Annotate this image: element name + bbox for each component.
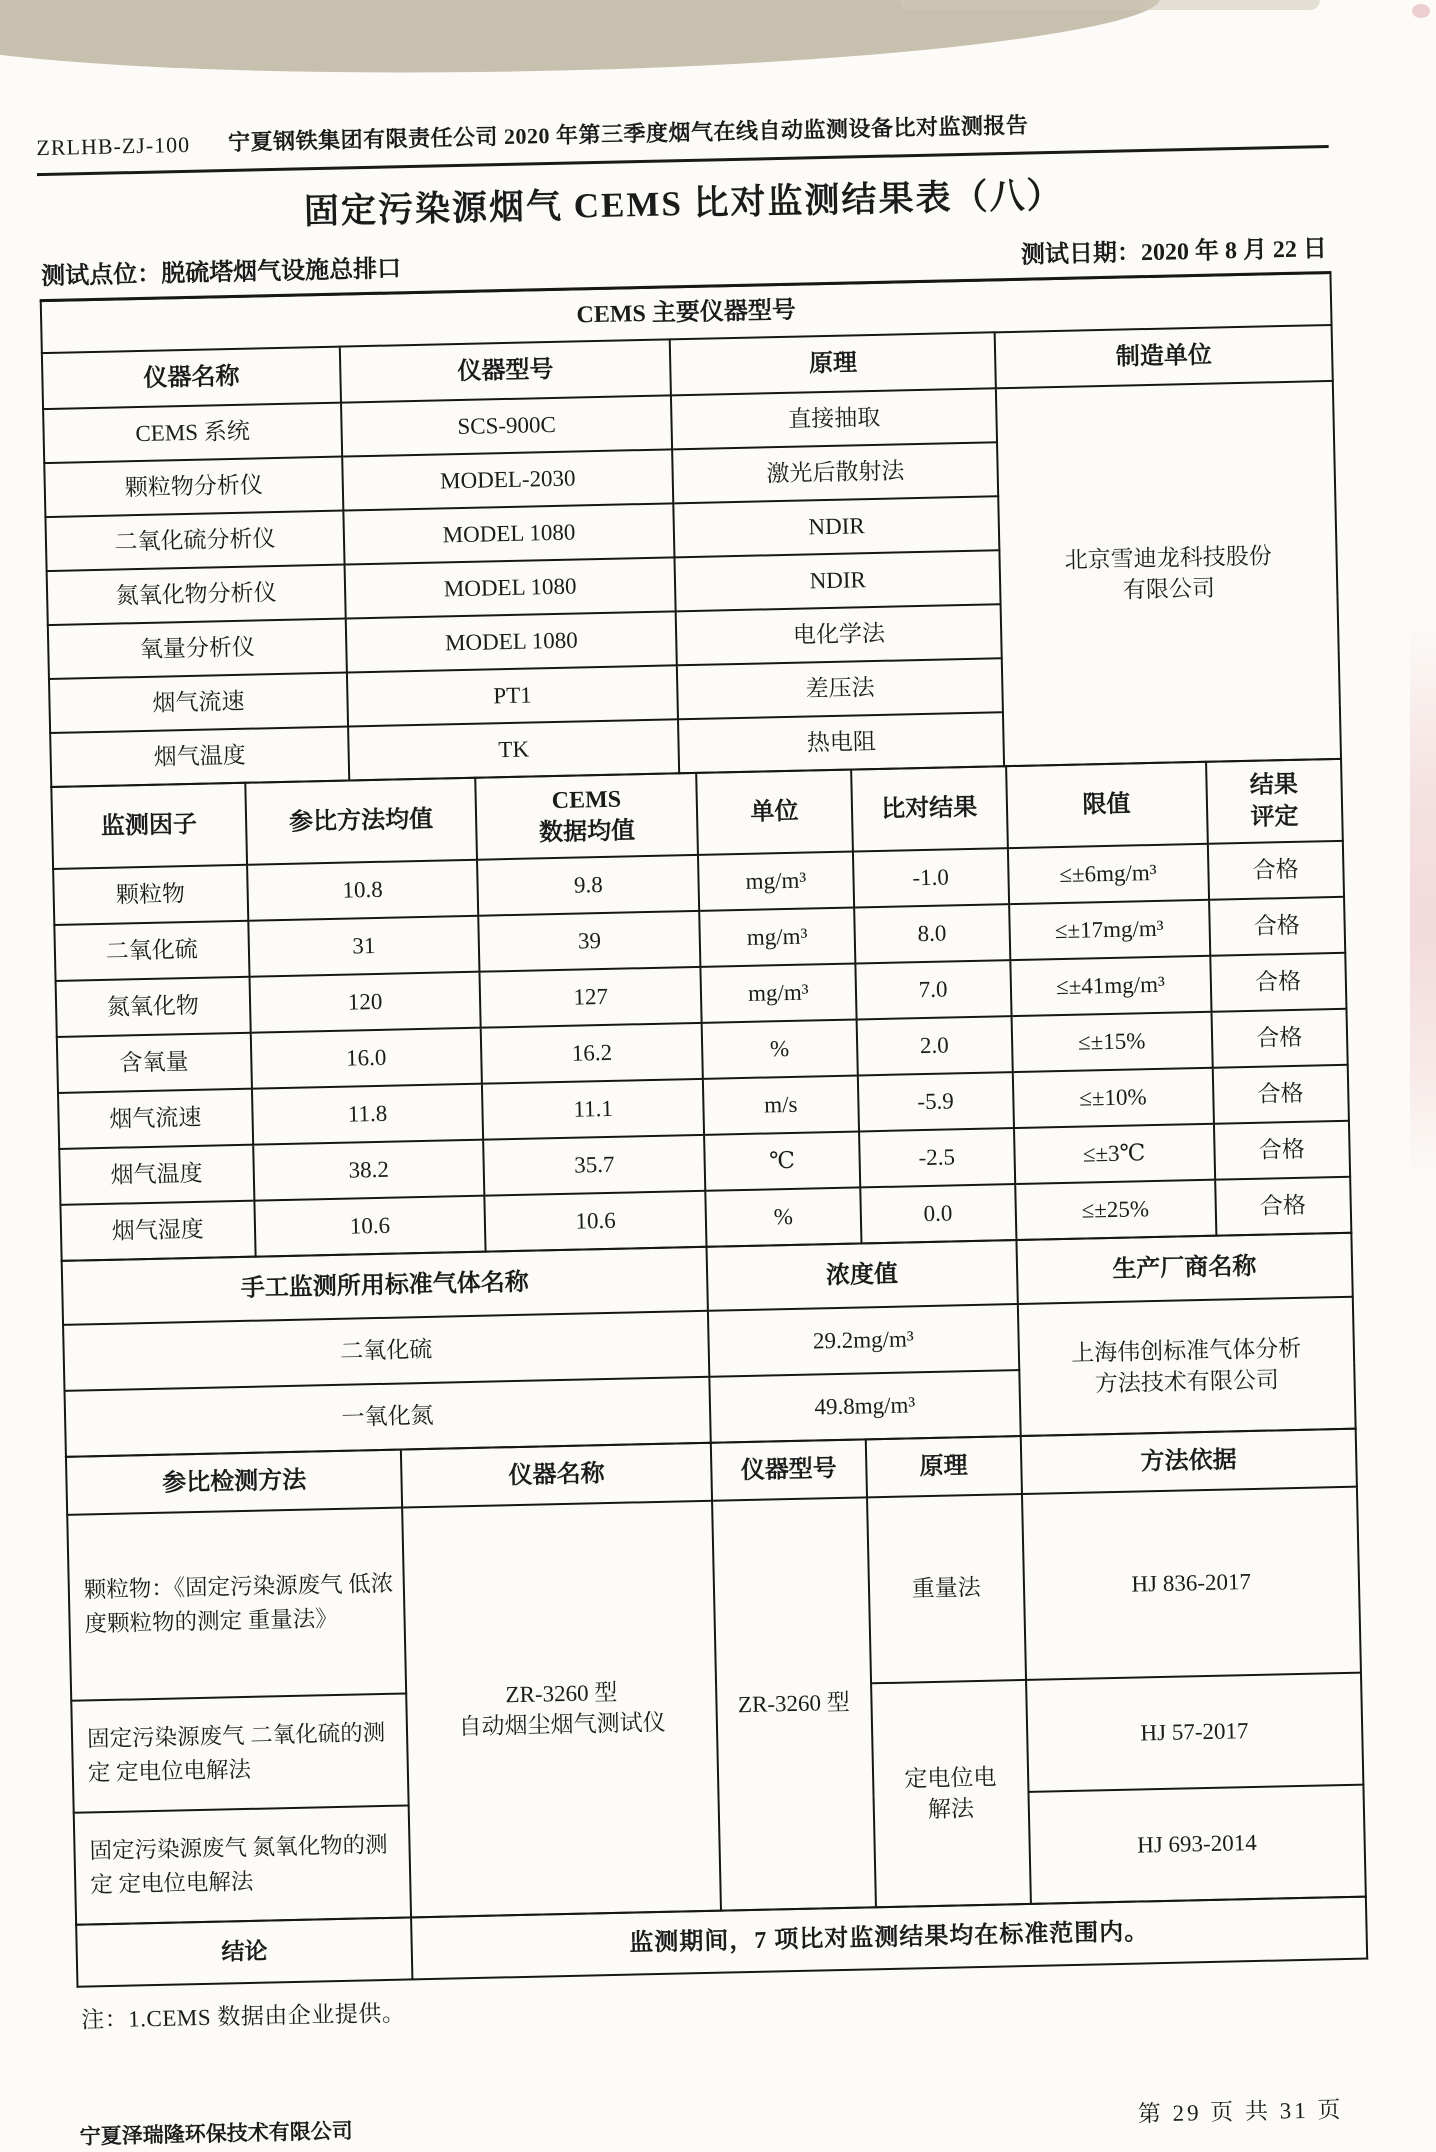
gas-name: 一氧化氮	[65, 1377, 711, 1457]
verdict: 合格	[1215, 1177, 1352, 1236]
table-row	[67, 1487, 1361, 1701]
limit: ≤±15%	[1011, 1012, 1212, 1072]
factor: 含氧量	[57, 1033, 252, 1093]
gas-manufacturer: 上海伟创标准气体分析 方法技术有限公司	[1017, 1297, 1355, 1436]
footer-page-number: 第 29 页 共 31 页	[1137, 2097, 1344, 2127]
compare-result: 2.0	[856, 1016, 1012, 1075]
comparison-table	[50, 758, 1352, 1262]
page-header	[36, 102, 1329, 176]
instrument-name: 颗粒物分析仪	[44, 457, 343, 517]
cems-mean: 9.8	[477, 855, 699, 916]
red-stamp-dot	[1412, 4, 1430, 18]
col-header: 仪器型号	[340, 339, 671, 402]
col-header: 仪器名称	[401, 1443, 712, 1508]
factor: 颗粒物	[53, 865, 248, 925]
doc-code: ZRLHB-ZJ-100	[36, 131, 191, 161]
reference-method: 颗粒物：《固定污染源废气 低浓度颗粒物的测定 重量法》	[67, 1508, 406, 1701]
unit: %	[705, 1187, 861, 1246]
col-header: 仪器型号	[711, 1439, 867, 1500]
test-date-value: 2020 年 8 月 22 日	[1140, 236, 1328, 267]
cems-mean: 39	[479, 911, 701, 972]
instrument-principle: 差压法	[677, 658, 1003, 719]
footnote: 注：1.CEMS 数据由企业提供。	[80, 2000, 406, 2033]
limit: ≤±41mg/m³	[1010, 956, 1211, 1016]
verdict: 合格	[1213, 1121, 1350, 1180]
red-stamp-bleed	[1410, 620, 1436, 1180]
section-title: CEMS 主要仪器型号	[41, 273, 1332, 353]
cems-instrument-table	[40, 272, 1342, 788]
factor: 烟气湿度	[60, 1201, 255, 1261]
unit: mg/m³	[700, 964, 856, 1023]
factor: 二氧化硫	[54, 921, 249, 981]
factor: 烟气流速	[58, 1089, 253, 1149]
cems-mean: 10.6	[485, 1191, 707, 1252]
report-header-title: 宁夏钢铁集团有限责任公司 2020 年第三季度烟气在线自动监测设备比对监测报告	[227, 112, 1029, 155]
ref-mean: 11.8	[251, 1084, 483, 1145]
instrument-name: 氮氧化物分析仪	[47, 565, 346, 625]
test-date-label: 测试日期：	[1020, 240, 1142, 269]
factor: 烟气温度	[59, 1145, 254, 1205]
compare-result: 0.0	[860, 1184, 1016, 1243]
unit: mg/m³	[698, 852, 854, 911]
col-header: 手工监测所用标准气体名称	[62, 1247, 708, 1325]
conclusion-label: 结论	[76, 1917, 413, 1986]
instrument-principle: 直接抽取	[671, 388, 997, 449]
limit: ≤±17mg/m³	[1009, 900, 1210, 960]
unit: ℃	[704, 1131, 860, 1190]
instrument-principle: 电化学法	[676, 604, 1002, 665]
unit: m/s	[703, 1075, 859, 1134]
method-basis: HJ 693-2014	[1028, 1785, 1366, 1904]
test-point-value: 脱硫塔烟气设施总排口	[160, 256, 402, 288]
ref-mean: 31	[248, 916, 480, 977]
instrument-name: 氧量分析仪	[48, 619, 347, 679]
compare-result: -5.9	[858, 1072, 1014, 1131]
instrument-principle: 激光后散射法	[672, 442, 998, 503]
col-header: 生产厂商名称	[1016, 1233, 1353, 1304]
instrument-model: MODEL 1080	[346, 611, 677, 672]
instrument-name: 二氧化硫分析仪	[45, 511, 344, 571]
reference-method: 固定污染源废气 二氧化硫的测定 定电位电解法	[71, 1693, 409, 1812]
reference-method: 固定污染源废气 氮氧化物的测定 定电位电解法	[74, 1805, 412, 1924]
col-header: 方法依据	[1020, 1429, 1357, 1494]
cems-mean: 35.7	[484, 1135, 706, 1196]
instrument-model: SCS-900C	[341, 395, 672, 456]
footer-company: 宁夏泽瑞隆环保技术有限公司	[79, 2118, 353, 2149]
compare-result: -2.5	[859, 1128, 1015, 1187]
col-header: 参比方法均值	[245, 778, 478, 865]
conclusion-text: 监测期间，7 项比对监测结果均在标准范围内。	[411, 1897, 1367, 1980]
ref-mean: 10.6	[254, 1196, 486, 1257]
method-basis: HJ 836-2017	[1022, 1487, 1361, 1680]
manufacturer: 北京雪迪龙科技股份 有限公司	[996, 381, 1341, 766]
limit: ≤±6mg/m³	[1007, 844, 1208, 904]
method-instrument-name: ZR-3260 型 自动烟尘烟气测试仪	[403, 1501, 721, 1918]
standard-gas-table	[61, 1232, 1357, 1458]
cems-mean: 127	[480, 967, 702, 1028]
instrument-model: PT1	[347, 665, 678, 726]
method-principle: 重量法	[867, 1494, 1026, 1683]
verdict: 合格	[1212, 1065, 1349, 1124]
test-date	[1021, 228, 1328, 270]
unit: %	[702, 1019, 858, 1078]
instrument-model: MODEL 1080	[345, 557, 676, 618]
col-header: 浓度值	[707, 1240, 1018, 1311]
cems-mean: 16.2	[481, 1023, 703, 1084]
limit: ≤±10%	[1012, 1068, 1213, 1128]
instrument-name: 烟气温度	[50, 727, 349, 787]
reference-method-table	[65, 1428, 1367, 1926]
ref-mean: 16.0	[250, 1028, 482, 1089]
instrument-name: 烟气流速	[49, 673, 348, 733]
instrument-principle: NDIR	[675, 550, 1001, 611]
instrument-principle: NDIR	[674, 496, 1000, 557]
col-header: 单位	[696, 770, 853, 855]
compare-result: 8.0	[854, 904, 1010, 963]
col-header: 参比检测方法	[66, 1450, 403, 1515]
verdict: 合格	[1211, 1009, 1348, 1068]
col-header: 限值	[1006, 762, 1208, 848]
test-point-label: 测试点位：	[40, 261, 162, 291]
cems-mean: 11.1	[482, 1079, 704, 1140]
instrument-model: MODEL-2030	[342, 449, 673, 510]
col-header: 制造单位	[995, 325, 1333, 388]
unit: mg/m³	[699, 908, 855, 967]
ref-mean: 120	[249, 972, 481, 1033]
page-title: 固定污染源烟气 CEMS 比对监测结果表（八）	[303, 175, 1064, 232]
method-instrument-model: ZR-3260 型	[712, 1497, 876, 1910]
col-header: 结果 评定	[1206, 759, 1343, 844]
method-basis: HJ 57-2017	[1026, 1673, 1364, 1792]
scanned-page	[33, 0, 1371, 2152]
limit: ≤±25%	[1015, 1180, 1216, 1240]
instrument-principle: 热电阻	[678, 712, 1004, 773]
compare-result: -1.0	[853, 848, 1009, 907]
col-header: 比对结果	[851, 766, 1008, 851]
verdict: 合格	[1207, 841, 1344, 900]
col-header: 仪器名称	[42, 347, 341, 409]
col-header: CEMS 数据均值	[476, 773, 698, 860]
col-header: 原理	[670, 332, 996, 395]
col-header: 监测因子	[51, 783, 246, 869]
test-point	[41, 248, 402, 291]
ref-mean: 10.8	[247, 860, 479, 921]
instrument-model: TK	[348, 719, 679, 780]
limit: ≤±3℃	[1014, 1124, 1215, 1184]
method-principle: 定电位电 解法	[871, 1680, 1031, 1907]
gas-name: 二氧化硫	[63, 1311, 709, 1391]
factor: 氮氧化物	[56, 977, 251, 1037]
verdict: 合格	[1209, 897, 1346, 956]
ref-mean: 38.2	[253, 1140, 485, 1201]
gas-concentration: 49.8mg/m³	[709, 1370, 1020, 1443]
instrument-name: CEMS 系统	[43, 403, 342, 463]
instrument-model: MODEL 1080	[343, 503, 674, 564]
gas-concentration: 29.2mg/m³	[708, 1304, 1019, 1377]
col-header: 原理	[866, 1436, 1022, 1497]
page-footer	[79, 2091, 1371, 2152]
verdict: 合格	[1210, 953, 1347, 1012]
compare-result: 7.0	[855, 960, 1011, 1019]
